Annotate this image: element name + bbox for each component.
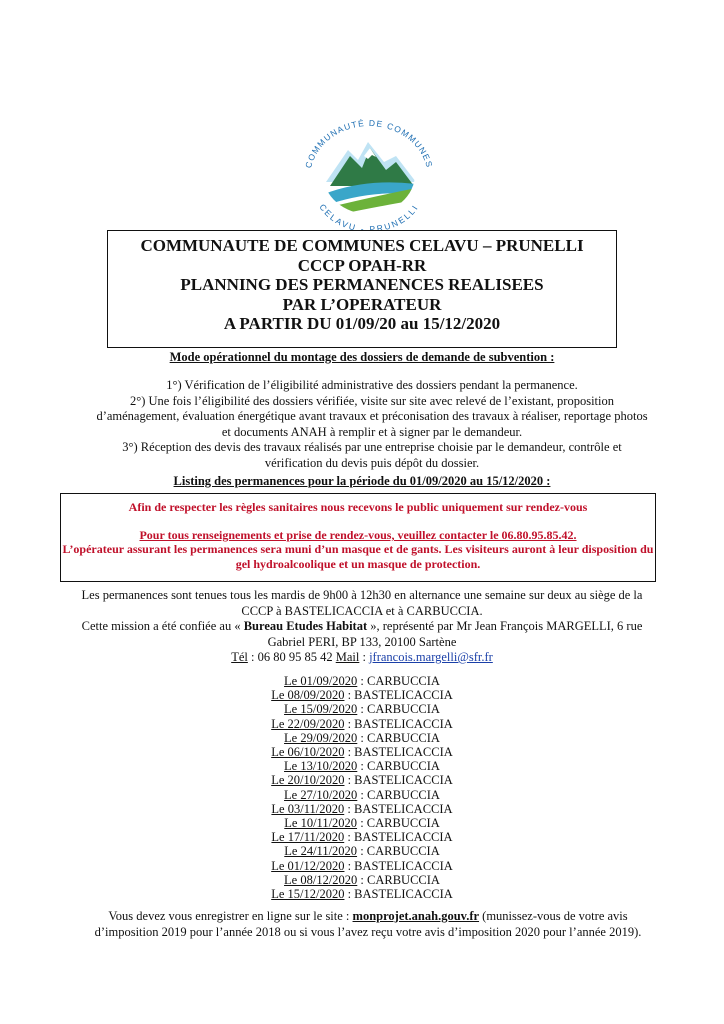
schedule-place: : CARBUCCIA xyxy=(357,759,440,774)
schedule-date: Le 01/12/2020 xyxy=(271,858,345,873)
step-2: 2°) Une fois l’éligibilité des dossiers vérifiée, visite sur site avec relevé de l’existant, proposition d’aménagement, évaluation énergétique avant travaux et préconisation des travaux à réaliser, reportage photos et documents ANAH à remplir et à signer par le demandeur. xyxy=(96,393,648,439)
info-mission-text xyxy=(70,619,654,650)
schedule-place: : BASTELICACCIA xyxy=(344,745,453,760)
cccp-logo xyxy=(296,112,442,230)
schedule-date: Le 22/09/2020 xyxy=(271,716,345,731)
schedule-row xyxy=(0,802,724,816)
mail-label: Mail xyxy=(335,650,360,664)
email-link[interactable]: jfrancois.margelli@sfr.fr xyxy=(369,650,493,664)
footer-text xyxy=(78,908,658,940)
schedule-row xyxy=(0,844,724,858)
title-line-4: PAR L’OPERATEUR xyxy=(282,294,442,314)
schedule-row xyxy=(0,859,724,873)
schedule-date: Le 10/11/2020 xyxy=(284,816,358,831)
schedule-place: : BASTELICACCIA xyxy=(344,830,453,845)
schedule-date: Le 01/09/2020 xyxy=(284,674,358,688)
notice-line-1: Afin de respecter les règles sanitaires nous recevons le public uniquement sur rendez-vous xyxy=(128,500,588,514)
schedule-row xyxy=(0,717,724,731)
schedule-place: : BASTELICACCIA xyxy=(344,801,453,816)
title-box xyxy=(107,230,617,348)
schedule-row xyxy=(0,674,724,688)
mission-suffix: », représenté par Mr Jean François MARGELLI, 6 rue Gabriel PERI, BP 133, 20100 Sartène xyxy=(267,619,643,649)
schedule-list xyxy=(0,674,724,901)
mode-heading: Mode opérationnel du montage des dossiers de demande de subvention : xyxy=(169,350,555,364)
schedule-row xyxy=(0,773,724,787)
tel-value: : 06 80 95 85 42 xyxy=(247,650,336,664)
step-1: 1°) Vérification de l’éligibilité administrative des dossiers pendant la permanence. xyxy=(166,378,578,392)
mail-separator: : xyxy=(359,650,370,664)
schedule-row xyxy=(0,759,724,773)
anah-site-link[interactable]: monprojet.anah.gouv.fr xyxy=(352,909,480,923)
info-schedule-text: Les permanences sont tenues tous les mardis de 9h00 à 12h30 en alternance une semaine sur deux au siège de la CCCP à BASTELICACCIA et à CARBUCCIA. xyxy=(81,588,643,618)
tel-label: Tél xyxy=(231,650,248,664)
steps-section xyxy=(92,378,652,471)
schedule-place: : CARBUCCIA xyxy=(357,730,440,745)
schedule-row xyxy=(0,731,724,745)
mission-prefix: Cette mission a été confiée au « xyxy=(81,619,244,633)
bureau-name: Bureau Etudes Habitat xyxy=(243,619,368,633)
schedule-place: : CARBUCCIA xyxy=(357,844,440,859)
schedule-row xyxy=(0,702,724,716)
schedule-place: : CARBUCCIA xyxy=(357,674,440,688)
title-line-3: PLANNING DES PERMANENCES REALISEES xyxy=(180,275,544,294)
schedule-place: : BASTELICACCIA xyxy=(344,887,453,902)
schedule-date: Le 20/10/2020 xyxy=(271,773,345,788)
contact-line xyxy=(70,650,654,666)
schedule-place: : BASTELICACCIA xyxy=(344,688,453,703)
schedule-date: Le 24/11/2020 xyxy=(284,844,358,859)
schedule-place: : BASTELICACCIA xyxy=(344,716,453,731)
title-line-5: A PARTIR DU 01/09/20 au 15/12/2020 xyxy=(223,314,501,333)
logo-arc-bottom-text: CELAVU - PRUNELLI xyxy=(317,202,421,230)
schedule-place: : CARBUCCIA xyxy=(357,816,440,831)
footer-suffix: (munissez-vous de votre avis d’imposition 2019 pour l’année 2018 ou si vous l’avez reçu votre avis d’imposition 2020 pour l’année 2019). xyxy=(94,909,642,939)
schedule-row xyxy=(0,788,724,802)
schedule-row xyxy=(0,830,724,844)
schedule-date: Le 03/11/2020 xyxy=(271,801,345,816)
step-3: 3°) Réception des devis des travaux réalisés par une entreprise choisie par le demandeur, contrôle et vérification du devis puis dépôt du dossier. xyxy=(122,440,622,470)
schedule-row xyxy=(0,745,724,759)
logo-arc-top-text: COMMUNAUTÉ DE COMMUNES xyxy=(303,117,435,170)
sanitary-notice-box xyxy=(60,493,656,582)
notice-line-2: Pour tous renseignements et prise de rendez-vous, veuillez contacter le 06.80.95.85.42. xyxy=(139,528,577,542)
schedule-date: Le 06/10/2020 xyxy=(271,745,345,760)
schedule-date: Le 08/09/2020 xyxy=(271,688,345,703)
schedule-date: Le 08/12/2020 xyxy=(284,872,358,887)
listing-heading: Listing des permanences pour la période du 01/09/2020 au 15/12/2020 : xyxy=(173,474,551,488)
footer-prefix: Vous devez vous enregistrer en ligne sur le site : xyxy=(108,909,353,923)
schedule-place: : BASTELICACCIA xyxy=(344,773,453,788)
title-line-2: CCCP OPAH-RR xyxy=(297,255,427,275)
schedule-row xyxy=(0,873,724,887)
schedule-row xyxy=(0,688,724,702)
schedule-place: : CARBUCCIA xyxy=(357,787,440,802)
info-section xyxy=(70,588,654,666)
notice-line-3: L’opérateur assurant les permanences sera muni d’un masque et de gants. Les visiteurs auront à leur disposition du gel hydroalcoolique et un masque de protection. xyxy=(62,542,654,571)
schedule-place: : BASTELICACCIA xyxy=(344,858,453,873)
schedule-row xyxy=(0,887,724,901)
schedule-date: Le 27/10/2020 xyxy=(284,787,358,802)
schedule-place: : CARBUCCIA xyxy=(357,702,440,717)
schedule-date: Le 17/11/2020 xyxy=(271,830,345,845)
schedule-date: Le 29/09/2020 xyxy=(284,730,358,745)
schedule-date: Le 15/09/2020 xyxy=(284,702,358,717)
schedule-row xyxy=(0,816,724,830)
schedule-date: Le 13/10/2020 xyxy=(284,759,358,774)
schedule-date: Le 15/12/2020 xyxy=(271,887,345,902)
schedule-place: : CARBUCCIA xyxy=(357,872,440,887)
title-line-1: COMMUNAUTE DE COMMUNES CELAVU – PRUNELLI xyxy=(140,236,584,255)
